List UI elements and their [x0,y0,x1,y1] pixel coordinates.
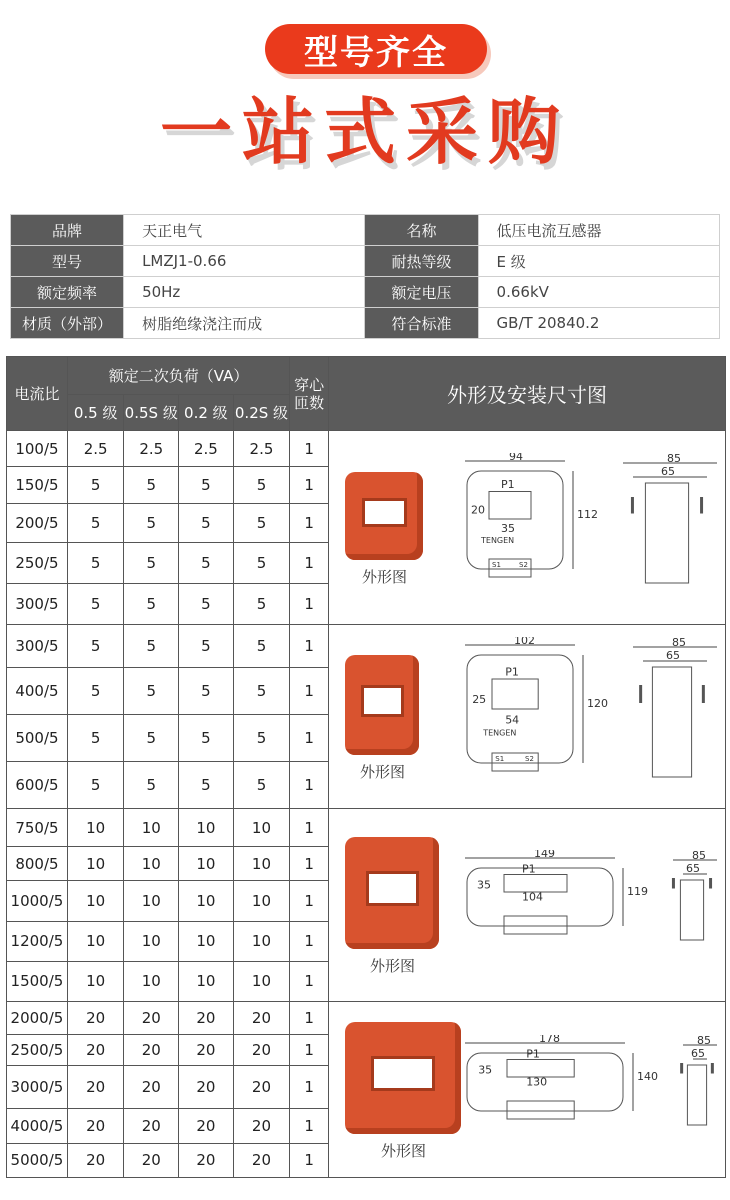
load-cell: 5 [124,504,179,542]
load-cell: 5 [67,583,124,624]
load-cell: 5 [179,668,234,715]
load-cell: 10 [124,921,179,961]
spec-row [11,308,720,339]
load-cell: 5 [233,583,290,624]
load-cell: 5 [124,668,179,715]
height-dimension: 119 [627,885,648,898]
load-cell: 5 [67,668,124,715]
spec-key: 额定电压 [365,277,478,308]
side-dimension-drawing [673,1035,721,1145]
load-cell: 10 [233,961,290,1001]
side-inner-dimension: 65 [686,862,700,875]
load-cell: 20 [67,1002,124,1035]
load-cell: 5 [124,467,179,504]
load-cell: 2.5 [233,431,290,467]
width-dimension: 149 [534,850,555,860]
load-cell: 10 [124,809,179,847]
side-outer-dimension: 85 [692,850,706,862]
width-dimension: 178 [539,1035,560,1045]
load-cell: 5 [124,583,179,624]
side-inner-dimension: 65 [691,1047,705,1060]
load-cell: 10 [67,961,124,1001]
ratio-cell: 500/5 [7,715,68,761]
ratio-cell: 2500/5 [7,1035,68,1066]
load-cell: 5 [233,715,290,761]
s1-label: S1 [495,755,505,763]
load-cell: 10 [124,881,179,921]
product-photo [345,837,439,949]
load-cell: 5 [179,542,234,583]
load-cell: 10 [179,847,234,881]
load-cell: 5 [179,761,234,808]
header-figure: 外形及安装尺寸图 [329,357,726,431]
header-turns: 穿心匝数 [290,357,329,431]
spec-key: 材质（外部） [11,308,124,339]
load-cell: 10 [67,847,124,881]
load-cell: 10 [179,961,234,1001]
brand-label: TENGEN [481,536,515,546]
load-cell: 20 [124,1035,179,1066]
ratio-cell: 2000/5 [7,1002,68,1035]
load-cell: 20 [124,1002,179,1035]
ratio-cell: 200/5 [7,504,68,542]
spec-value: LMZJ1-0.66 [124,246,365,277]
load-cell: 5 [179,583,234,624]
load-cell: 5 [233,625,290,668]
load-cell: 20 [124,1108,179,1143]
load-cell: 5 [179,467,234,504]
load-cell: 20 [179,1108,234,1143]
load-cell: 20 [67,1143,124,1177]
spec-value: GB/T 20840.2 [478,308,719,339]
spec-value: 50Hz [124,277,365,308]
turns-cell: 1 [290,809,329,847]
load-cell: 20 [233,1035,290,1066]
turns-cell: 1 [290,625,329,668]
side-inner-dimension: 65 [666,649,680,662]
side-dimension-drawing [663,850,721,960]
load-cell: 5 [233,542,290,583]
table-row [7,431,726,467]
table-row [7,1002,726,1035]
spec-value: 0.66kV [478,277,719,308]
turns-cell: 1 [290,1002,329,1035]
load-cell: 5 [179,504,234,542]
ratio-cell: 750/5 [7,809,68,847]
spec-table [10,214,720,339]
figure-caption: 外形图 [370,957,416,975]
load-cell: 5 [179,715,234,761]
class-header: 0.2S 级 [233,395,290,431]
load-cell: 5 [67,542,124,583]
class-header: 0.5S 级 [124,395,179,431]
inner-dimension: 130 [526,1075,548,1089]
spec-key: 品牌 [11,215,124,246]
turns-cell: 1 [290,761,329,808]
side-dimension-drawing [623,637,721,797]
spec-key: 型号 [11,246,124,277]
load-cell: 20 [179,1002,234,1035]
load-cell: 5 [67,467,124,504]
load-cell: 5 [179,625,234,668]
side-dimension-drawing [613,453,721,603]
load-cell: 20 [67,1066,124,1108]
turns-cell: 1 [290,921,329,961]
outline-figure [329,431,726,625]
turns-cell: 1 [290,668,329,715]
inner-height-dimension: 35 [477,878,491,892]
turns-cell: 1 [290,583,329,624]
load-cell: 20 [233,1143,290,1177]
side-outer-dimension: 85 [697,1035,711,1047]
spec-key: 名称 [365,215,478,246]
load-cell: 5 [67,761,124,808]
load-cell: 10 [233,881,290,921]
p1-label: P1 [526,1047,540,1061]
load-cell: 5 [124,715,179,761]
turns-cell: 1 [290,1143,329,1177]
ratio-cell: 4000/5 [7,1108,68,1143]
front-dimension-drawing [459,850,649,960]
load-cell: 10 [233,847,290,881]
load-cell: 20 [179,1066,234,1108]
spec-value: 树脂绝缘浇注而成 [124,308,365,339]
ratio-cell: 3000/5 [7,1066,68,1108]
turns-cell: 1 [290,542,329,583]
inner-height-dimension: 35 [478,1063,493,1077]
load-cell: 20 [124,1066,179,1108]
front-dimension-drawing [459,1035,659,1145]
side-inner-dimension: 65 [661,465,675,478]
load-cell: 10 [179,809,234,847]
p1-label: P1 [501,478,515,492]
ratio-cell: 300/5 [7,625,68,668]
turns-cell: 1 [290,431,329,467]
ratio-cell: 1200/5 [7,921,68,961]
load-cell: 2.5 [124,431,179,467]
turns-cell: 1 [290,1035,329,1066]
spec-key: 额定频率 [11,277,124,308]
turns-cell: 1 [290,881,329,921]
inner-height-dimension: 20 [471,503,485,517]
load-cell: 5 [124,625,179,668]
inner-dimension: 104 [522,890,543,904]
height-dimension: 112 [577,508,598,521]
load-cell: 10 [67,809,124,847]
front-dimension-drawing [459,453,599,603]
s2-label: S2 [519,561,528,569]
load-cell: 5 [67,715,124,761]
outline-figure [329,1002,726,1178]
load-cell: 2.5 [179,431,234,467]
ratio-cell: 150/5 [7,467,68,504]
load-cell: 5 [233,761,290,808]
product-photo [345,655,419,755]
load-cell: 10 [233,809,290,847]
turns-cell: 1 [290,847,329,881]
product-photo [345,1022,461,1134]
load-cell: 10 [67,921,124,961]
ratio-cell: 300/5 [7,583,68,624]
class-header: 0.2 级 [179,395,234,431]
load-cell: 5 [67,625,124,668]
table-row [7,625,726,668]
load-cell: 2.5 [67,431,124,467]
load-cell: 20 [179,1035,234,1066]
banner-pill: 型号齐全 [265,24,487,74]
load-cell: 10 [124,961,179,1001]
load-cell: 20 [67,1035,124,1066]
load-cell: 20 [233,1066,290,1108]
front-dimension-drawing [459,637,609,797]
ratio-cell: 600/5 [7,761,68,808]
load-cell: 20 [124,1143,179,1177]
ratio-cell: 100/5 [7,431,68,467]
load-cell: 5 [233,504,290,542]
turns-cell: 1 [290,467,329,504]
ratio-cell: 1500/5 [7,961,68,1001]
side-outer-dimension: 85 [672,637,686,649]
width-dimension: 102 [514,637,535,647]
brand-label: TENGEN [483,728,517,738]
spec-value: E 级 [478,246,719,277]
width-dimension: 94 [509,453,523,463]
inner-dimension: 35 [501,522,515,536]
height-dimension: 140 [637,1070,658,1083]
turns-cell: 1 [290,715,329,761]
table-row [7,809,726,847]
inner-dimension: 54 [505,713,520,727]
header-ratio: 电流比 [7,357,68,431]
ratio-cell: 800/5 [7,847,68,881]
turns-cell: 1 [290,504,329,542]
load-cell: 10 [179,921,234,961]
s2-label: S2 [525,755,534,763]
turns-cell: 1 [290,961,329,1001]
ratio-cell: 5000/5 [7,1143,68,1177]
class-header: 0.5 级 [67,395,124,431]
load-cell: 10 [67,881,124,921]
header-load: 额定二次负荷（VA） [67,357,289,395]
load-cell: 5 [233,668,290,715]
figure-caption: 外形图 [381,1142,427,1160]
load-cell: 20 [233,1108,290,1143]
spec-value: 天正电气 [124,215,365,246]
figure-caption: 外形图 [362,568,408,586]
load-cell: 5 [67,504,124,542]
load-cell: 10 [233,921,290,961]
turns-cell: 1 [290,1108,329,1143]
spec-row [11,246,720,277]
ratio-cell: 250/5 [7,542,68,583]
load-cell: 5 [233,467,290,504]
rating-table [6,356,726,1178]
product-photo [345,472,423,560]
load-cell: 10 [124,847,179,881]
spec-value: 低压电流互感器 [478,215,719,246]
load-cell: 20 [179,1143,234,1177]
turns-cell: 1 [290,1066,329,1108]
spec-key: 符合标准 [365,308,478,339]
s1-label: S1 [492,561,501,569]
load-cell: 20 [233,1002,290,1035]
ratio-cell: 1000/5 [7,881,68,921]
ratio-cell: 400/5 [7,668,68,715]
load-cell: 5 [124,542,179,583]
p1-label: P1 [522,862,536,876]
p1-label: P1 [505,665,519,679]
spec-row [11,277,720,308]
spec-key: 耐热等级 [365,246,478,277]
outline-figure [329,625,726,809]
height-dimension: 120 [587,697,608,710]
load-cell: 10 [179,881,234,921]
figure-caption: 外形图 [360,763,406,781]
load-cell: 5 [124,761,179,808]
outline-figure [329,809,726,1002]
banner-headline: 一站式采购 [159,90,570,174]
inner-height-dimension: 25 [472,693,487,706]
side-outer-dimension: 85 [667,453,681,465]
load-cell: 20 [67,1108,124,1143]
spec-row [11,215,720,246]
